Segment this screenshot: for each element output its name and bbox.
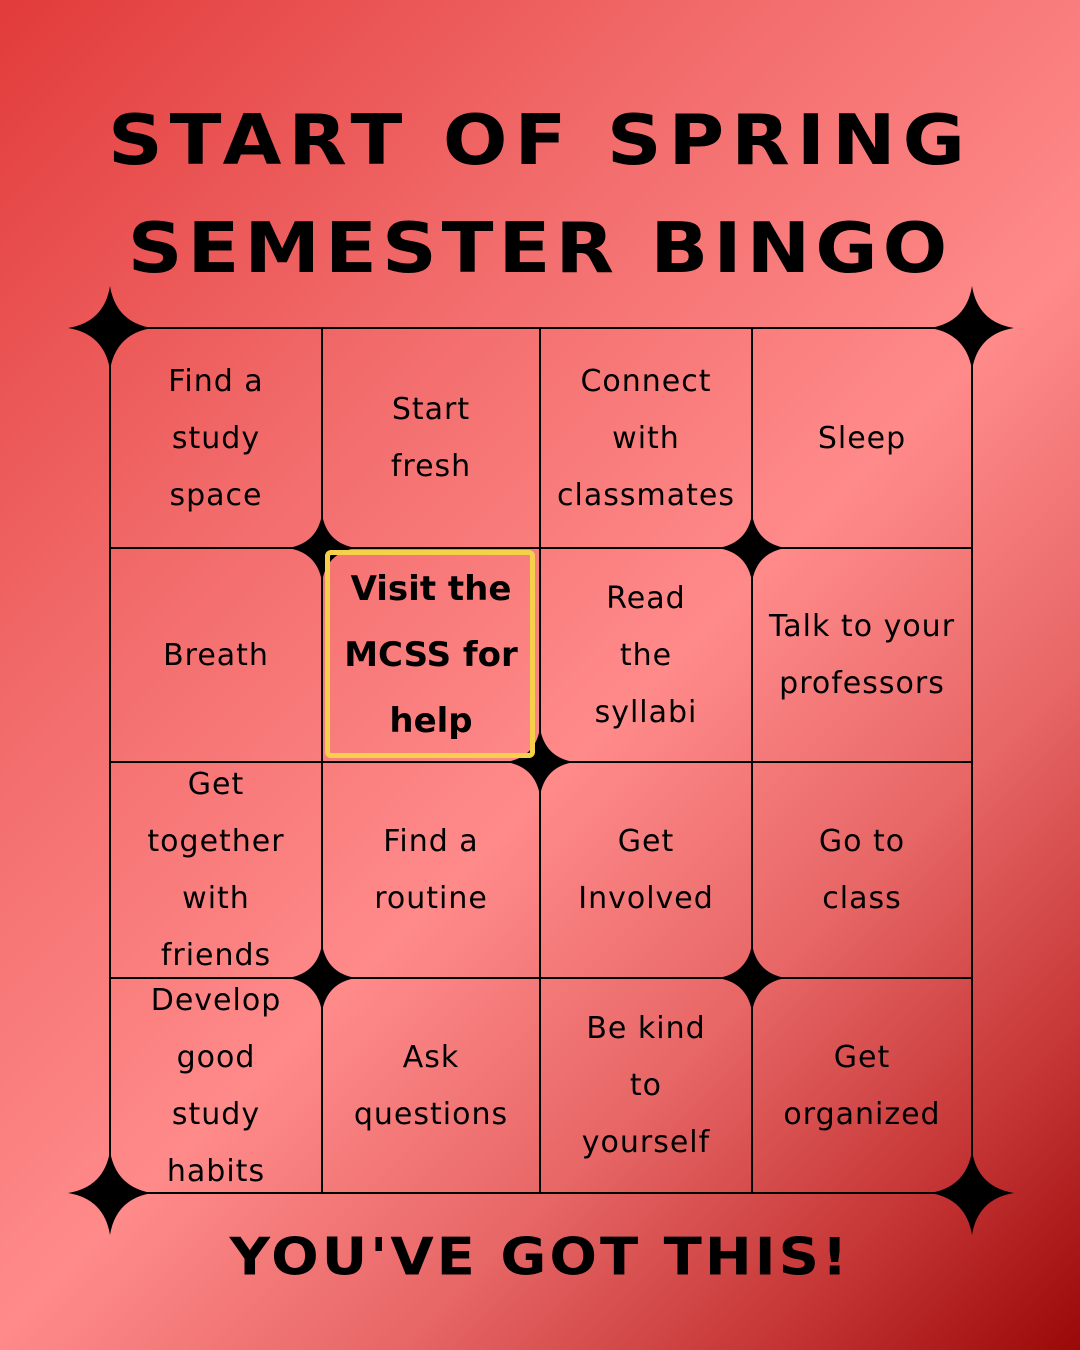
bingo-cell [540, 328, 752, 548]
bingo-cell-label: Breath [163, 637, 269, 673]
bingo-cell [110, 328, 322, 548]
bingo-cell [110, 548, 322, 762]
bingo-cell-label: Go to class [818, 824, 906, 916]
bingo-cell-label: Visit the MCSS for help [344, 569, 518, 741]
bingo-cell-label: Talk to your professors [768, 609, 956, 701]
bingo-cell [110, 978, 322, 1193]
bingo-cell [540, 978, 752, 1193]
highlighted-cell-frame [325, 550, 535, 758]
bingo-cell [752, 978, 972, 1193]
bingo-cell [110, 762, 322, 978]
bingo-cell-label: Get together with friends [147, 767, 285, 973]
bingo-cell-label: Ask questions [353, 1039, 509, 1132]
bingo-cell [540, 762, 752, 978]
bingo-cell-label: Find a study space [168, 363, 264, 513]
footer-slogan: YOU'VE GOT THIS! [229, 1227, 851, 1288]
bingo-cell [322, 328, 540, 548]
bingo-cell-label: Read the syllabi [594, 580, 698, 730]
bingo-cell [322, 978, 540, 1193]
bingo-cell-label: Start fresh [390, 392, 472, 484]
bingo-cell-label: Find a routine [374, 824, 488, 916]
bingo-cell-label: Be kind to yourself [581, 1011, 711, 1160]
bingo-cell [540, 548, 752, 762]
bingo-cell-label: Connect with classmates [557, 363, 735, 513]
bingo-cell [752, 762, 972, 978]
bingo-cell [752, 548, 972, 762]
title-line-2: SEMESTER BINGO [127, 206, 953, 289]
bingo-cell-label: Sleep [817, 420, 907, 456]
title-line-1: START OF SPRING [107, 98, 973, 181]
bingo-cell [322, 762, 540, 978]
bingo-cell-label: Get Involved [578, 824, 714, 916]
bingo-cell [752, 328, 972, 548]
bingo-cell-label: Get organized [783, 1039, 941, 1132]
bingo-cell-label: Develop good study habits [150, 982, 282, 1189]
